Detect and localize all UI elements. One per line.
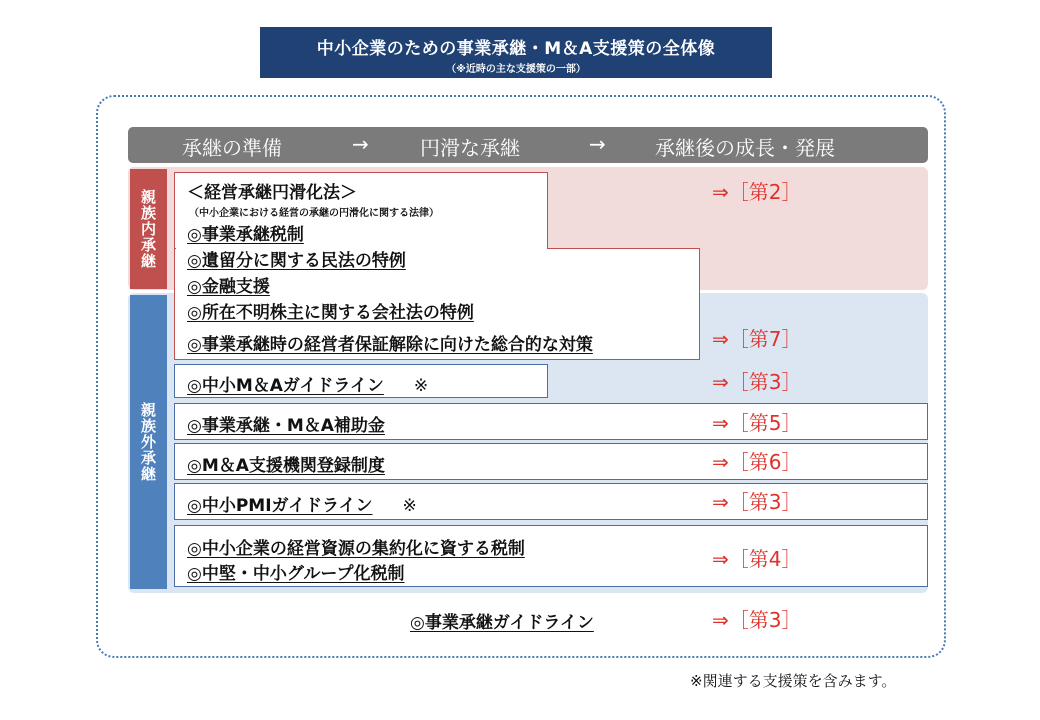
measure-ma-guideline[interactable]: ◎中小M＆Aガイドライン: [187, 376, 384, 396]
related-mark: ※: [413, 376, 429, 396]
measure-civil-law-exception[interactable]: ◎遺留分に関する民法の特例: [187, 251, 406, 271]
measure-group-tax[interactable]: ◎中堅・中小グループ化税制: [187, 564, 405, 584]
ma-guideline-row: [187, 371, 428, 396]
ref-chapter-3: ⇒［第3］: [712, 608, 802, 632]
title-box: [260, 27, 772, 78]
phase-arrow: →: [352, 132, 369, 156]
ref-chapter-3: ⇒［第3］: [712, 370, 802, 394]
category-family-tag: [130, 169, 167, 289]
ref-chapter-4: ⇒［第4］: [712, 547, 802, 571]
phase-preparation: 承継の準備: [182, 136, 282, 160]
ref-chapter-3: ⇒［第3］: [712, 490, 802, 514]
footer-note: ※関連する支援策を含みます。: [690, 672, 897, 690]
diagram-title: 中小企業のための事業承継・M＆A支援策の全体像: [316, 39, 716, 59]
law-full-name: （中小企業における経営の承継の円滑化に関する法律）: [189, 208, 439, 219]
phase-growth: 承継後の成長・発展: [655, 136, 835, 160]
pmi-guideline-row: [187, 491, 417, 516]
measure-business-succession-tax[interactable]: ◎事業承継税制: [187, 225, 304, 245]
diagram-subtitle: （※近時の主な支援策の一部）: [446, 64, 586, 75]
phase-smooth-succession: 円滑な承継: [420, 136, 520, 160]
law-name: ＜経営承継円滑化法＞: [187, 183, 357, 203]
category-outside-tag: [130, 295, 167, 589]
measure-financial-support[interactable]: ◎金融支援: [187, 277, 270, 297]
measure-registration-system[interactable]: ◎M＆A支援機関登録制度: [187, 456, 385, 476]
ref-chapter-6: ⇒［第6］: [712, 450, 802, 474]
ref-chapter-5: ⇒［第5］: [712, 411, 802, 435]
category-outside-label: 親族外承継: [139, 402, 157, 482]
phase-bar: [128, 127, 928, 163]
category-family-label: 親族内承継: [139, 189, 157, 269]
ref-chapter-2: ⇒［第2］: [712, 180, 802, 204]
measure-pmi-guideline[interactable]: ◎中小PMIガイドライン: [187, 496, 373, 516]
measure-guarantee-release[interactable]: ◎事業承継時の経営者保証解除に向けた総合的な対策: [187, 335, 593, 355]
phase-arrow: →: [589, 132, 606, 156]
ref-chapter-7: ⇒［第7］: [712, 327, 802, 351]
related-mark: ※: [402, 496, 417, 516]
measure-unknown-shareholder-exception[interactable]: ◎所在不明株主に関する会社法の特例: [187, 303, 474, 323]
measure-succession-guideline[interactable]: ◎事業承継ガイドライン: [410, 613, 594, 633]
measure-resource-consolidation-tax[interactable]: ◎中小企業の経営資源の集約化に資する税制: [187, 539, 525, 559]
measure-subsidy[interactable]: ◎事業承継・M＆A補助金: [187, 416, 385, 436]
